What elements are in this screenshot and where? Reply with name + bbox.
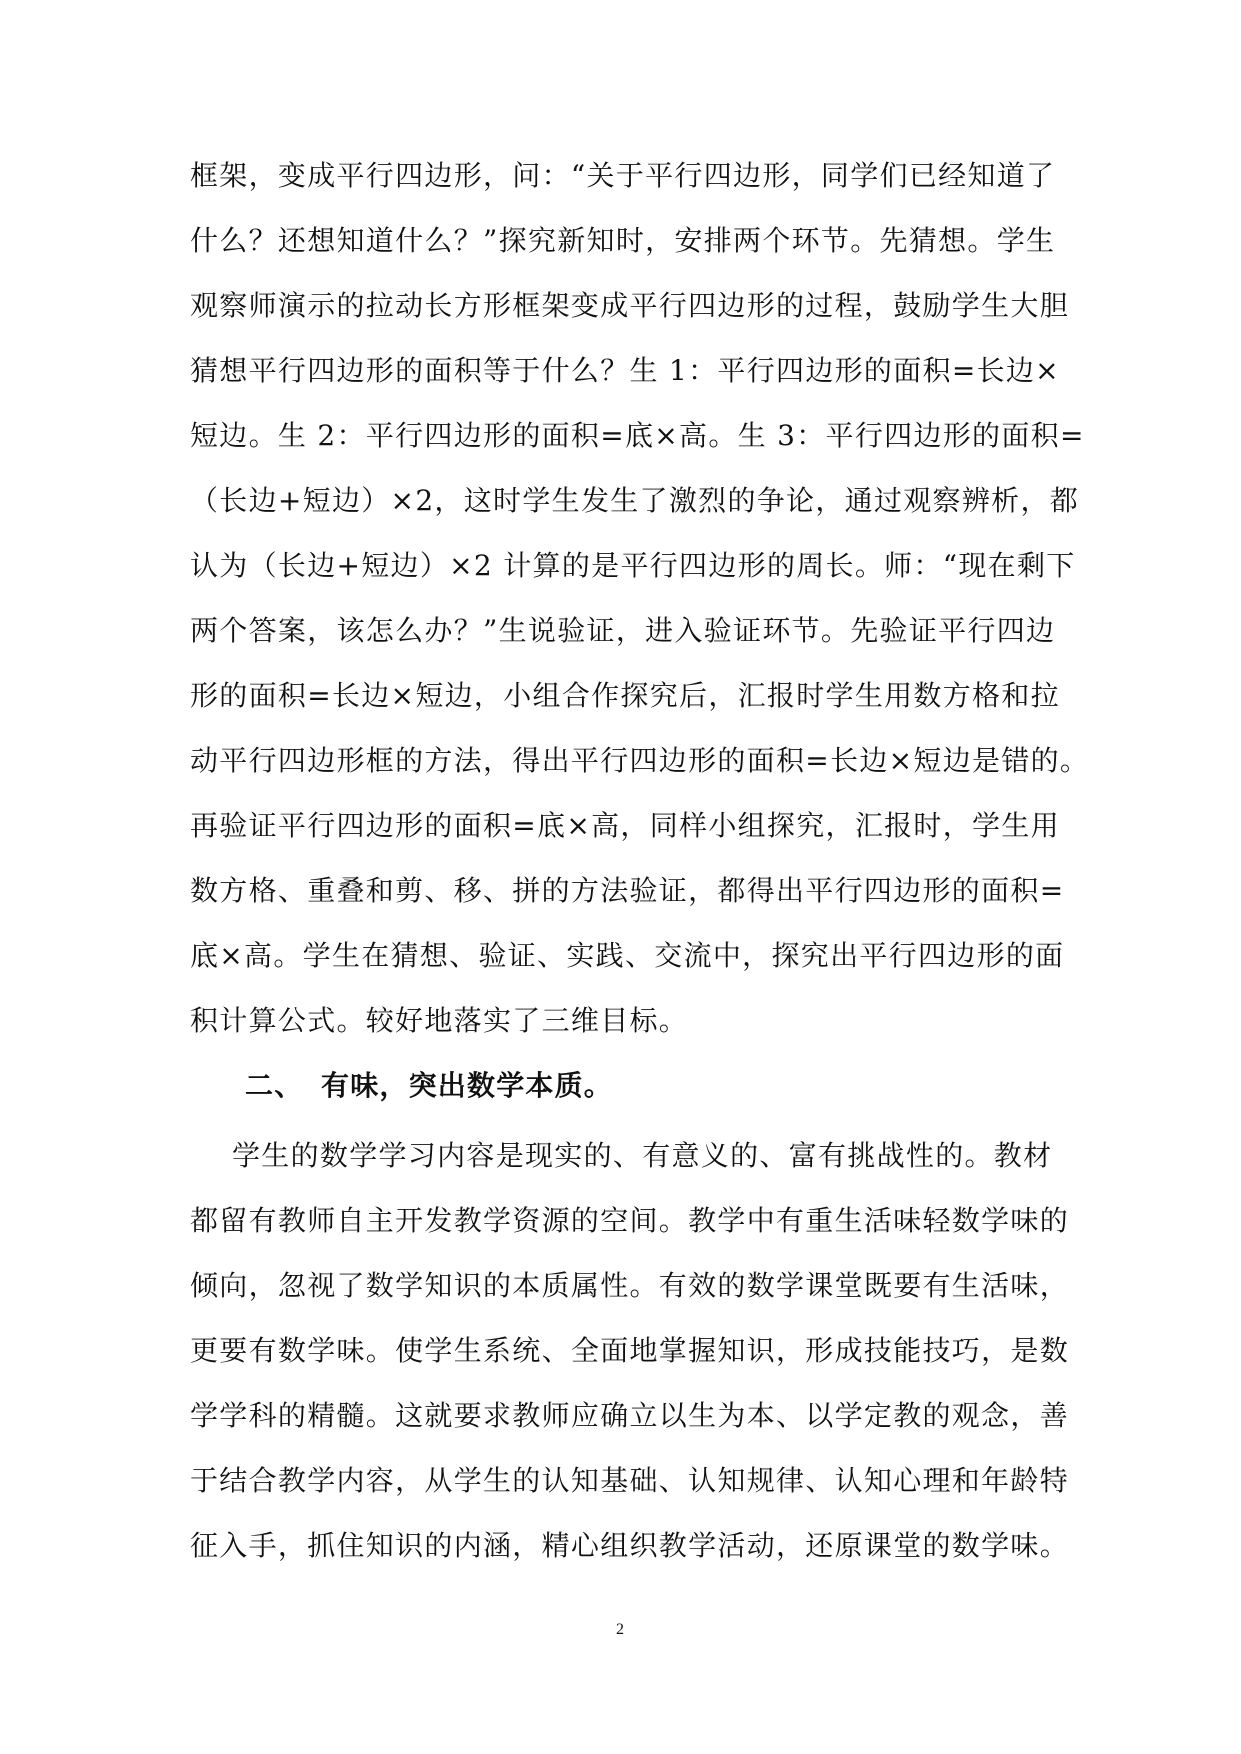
text-line: 更要有数学味。使学生系统、全面地掌握知识，形成技能技巧，是数: [190, 1334, 1070, 1367]
text-line: 都留有教师自主开发教学资源的空间。教学中有重生活味轻数学味的: [190, 1204, 1070, 1237]
text-line: 征入手，抓住知识的内涵，精心组织教学活动，还原课堂的数学味。: [190, 1529, 1070, 1562]
text-line: 学生的数学学习内容是现实的、有意义的、富有挑战性的。教材: [232, 1139, 1053, 1172]
text-line: 认为（长边+短边）×2 计算的是平行四边形的周长。师：“现在剩下: [190, 549, 1076, 582]
text-line: 形的面积=长边×短边，小组合作探究后，汇报时学生用数方格和拉: [190, 679, 1060, 712]
text-line: 底×高。学生在猜想、验证、实践、交流中，探究出平行四边形的面: [190, 939, 1065, 972]
text-line: （长边+短边）×2，这时学生发生了激烈的争论，通过观察辨析，都: [190, 484, 1080, 517]
text-line: 观察师演示的拉动长方形框架变成平行四边形的过程，鼓励学生大胆: [190, 289, 1070, 322]
section-heading: [245, 1066, 613, 1106]
text-line: 动平行四边形框的方法，得出平行四边形的面积=长边×短边是错的。: [190, 744, 1090, 777]
text-line: 再验证平行四边形的面积=底×高，同样小组探究，汇报时，学生用: [190, 809, 1060, 842]
text-line: 学学科的精髓。这就要求教师应确立以生为本、以学定教的观念，善: [190, 1399, 1070, 1432]
text-line: 什么？还想知道什么？”探究新知时，安排两个环节。先猜想。学生: [190, 224, 1056, 257]
page-number: 2: [616, 1621, 624, 1638]
section-number: 二、: [245, 1069, 304, 1102]
text-line: 框架，变成平行四边形，问：“关于平行四边形，同学们已经知道了: [190, 159, 1056, 192]
text-line: 短边。生 2：平行四边形的面积=底×高。生 3：平行四边形的面积=: [190, 419, 1085, 452]
text-line: 数方格、重叠和剪、移、拼的方法验证，都得出平行四边形的面积=: [190, 874, 1065, 907]
text-line: 猜想平行四边形的面积等于什么？生 1：平行四边形的面积=长边×: [190, 354, 1060, 387]
text-line: 两个答案，该怎么办？”生说验证，进入验证环节。先验证平行四边: [190, 614, 1056, 647]
text-line: 积计算公式。较好地落实了三维目标。: [190, 1004, 689, 1037]
text-line: 于结合教学内容，从学生的认知基础、认知规律、认知心理和年龄特: [190, 1464, 1070, 1497]
text-line: 倾向，忽视了数学知识的本质属性。有效的数学课堂既要有生活味，: [190, 1269, 1070, 1302]
section-title: 有味，突出数学本质。: [321, 1069, 614, 1102]
